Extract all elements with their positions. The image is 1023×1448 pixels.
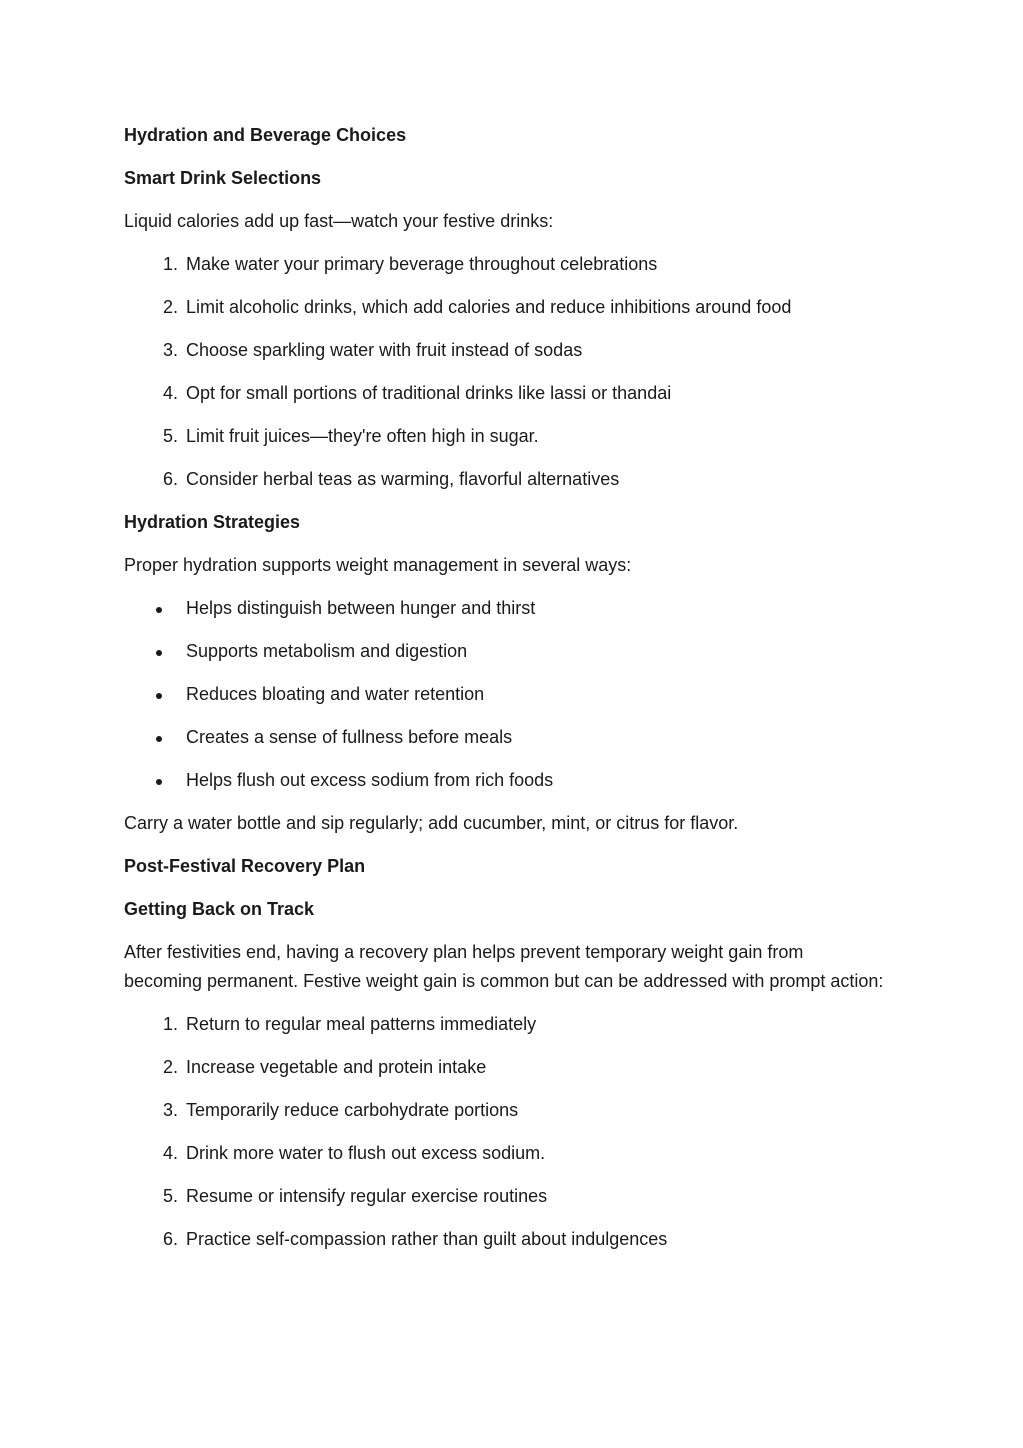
list-item-text: Increase vegetable and protein intake: [186, 1057, 487, 1077]
list-item: [124, 1053, 884, 1096]
list-item: [124, 250, 884, 293]
list-number: 6.: [162, 469, 178, 489]
list-number: 5.: [162, 1186, 178, 1206]
list-item: [124, 465, 884, 508]
list-item: [124, 422, 884, 465]
list-item: [124, 766, 884, 809]
intro-paragraph-recovery: After festivities end, having a recovery plan helps prevent temporary weight gain from becoming permanent. Festive weight gain is common but can be addressed with prompt action:: [124, 942, 884, 991]
list-item: [124, 723, 884, 766]
list-item: [124, 293, 884, 336]
recovery-steps-list: [124, 1010, 884, 1268]
list-number: 4.: [162, 1143, 178, 1163]
list-item: [124, 1225, 884, 1268]
list-item-text: Limit fruit juices—they're often high in sugar.: [186, 426, 539, 446]
list-item-text: Make water your primary beverage throughout celebrations: [186, 254, 658, 274]
list-item-text: Reduces bloating and water retention: [186, 684, 485, 704]
list-item-text: Practice self-compassion rather than guilt about indulgences: [186, 1229, 668, 1249]
list-item-text: Opt for small portions of traditional drinks like lassi or thandai: [186, 383, 672, 403]
list-item-text: Helps distinguish between hunger and thirst: [186, 598, 536, 618]
list-item-text: Choose sparkling water with fruit instead of sodas: [186, 340, 583, 360]
bullet-icon: [156, 693, 162, 699]
list-item: [124, 379, 884, 422]
list-item-text: Consider herbal teas as warming, flavorful alternatives: [186, 469, 620, 489]
list-item-text: Limit alcoholic drinks, which add calories and reduce inhibitions around food: [186, 297, 792, 317]
list-item: [124, 336, 884, 379]
list-number: 6.: [162, 1229, 178, 1249]
bullet-icon: [156, 650, 162, 656]
list-item: [124, 680, 884, 723]
list-item: [124, 1096, 884, 1139]
list-item-text: Supports metabolism and digestion: [186, 641, 468, 661]
hydration-benefits-list: [124, 594, 884, 809]
drink-selection-list: [124, 250, 884, 508]
list-number: 2.: [162, 1057, 178, 1077]
list-item: [124, 637, 884, 680]
list-item: [124, 1139, 884, 1182]
list-item: [124, 594, 884, 637]
list-number: 5.: [162, 426, 178, 446]
bullet-icon: [156, 607, 162, 613]
list-number: 1.: [162, 254, 178, 274]
list-item: [124, 1182, 884, 1225]
list-number: 1.: [162, 1014, 178, 1034]
list-item: [124, 1010, 884, 1053]
subsection-title-back-on-track: Getting Back on Track: [124, 899, 315, 919]
subsection-title-smart-drinks: Smart Drink Selections: [124, 168, 322, 188]
list-item-text: Creates a sense of fullness before meals: [186, 727, 513, 747]
list-number: 4.: [162, 383, 178, 403]
list-number: 3.: [162, 1100, 178, 1120]
section-title-recovery: Post-Festival Recovery Plan: [124, 856, 366, 876]
document-page: [124, 121, 884, 1268]
intro-paragraph-hydration: Proper hydration supports weight management in several ways:: [124, 555, 632, 575]
section-title-hydration: Hydration and Beverage Choices: [124, 125, 407, 145]
subsection-title-hydration-strategies: Hydration Strategies: [124, 512, 301, 532]
list-item-text: Helps flush out excess sodium from rich foods: [186, 770, 554, 790]
list-item-text: Drink more water to flush out excess sodium.: [186, 1143, 546, 1163]
list-item-text: Resume or intensify regular exercise routines: [186, 1186, 548, 1206]
intro-paragraph-drinks: Liquid calories add up fast—watch your festive drinks:: [124, 211, 554, 231]
list-number: 2.: [162, 297, 178, 317]
list-number: 3.: [162, 340, 178, 360]
bullet-icon: [156, 779, 162, 785]
bullet-icon: [156, 736, 162, 742]
list-item-text: Temporarily reduce carbohydrate portions: [186, 1100, 519, 1120]
list-item-text: Return to regular meal patterns immediately: [186, 1014, 537, 1034]
closing-paragraph-hydration: Carry a water bottle and sip regularly; add cucumber, mint, or citrus for flavor.: [124, 813, 739, 833]
